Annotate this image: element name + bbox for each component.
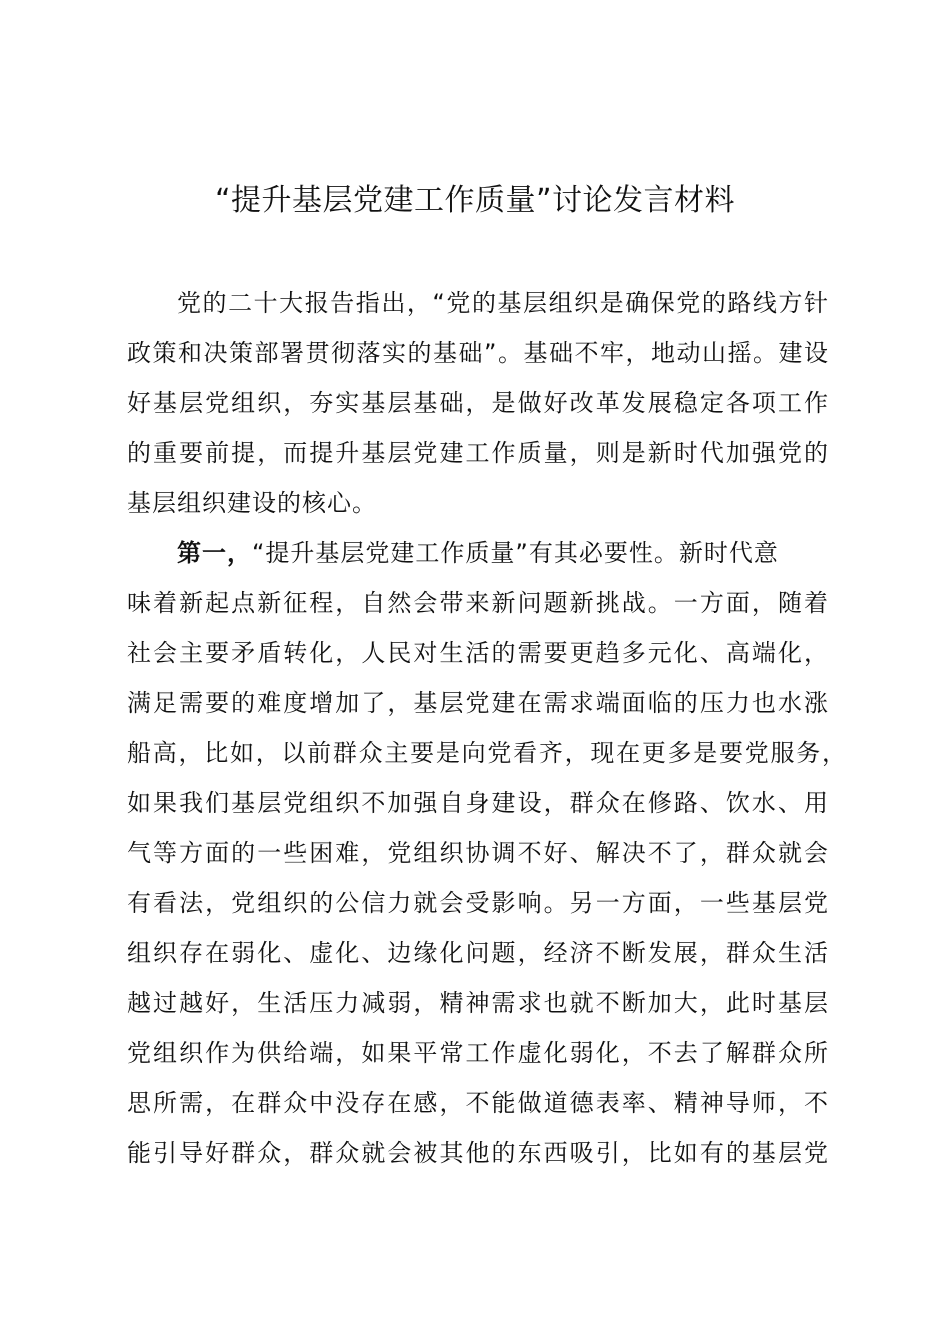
paragraph-first-line	[127, 528, 847, 578]
paragraph-line: 社会主要矛盾转化，人民对生活的需要更趋多元化、高端化，	[127, 639, 829, 667]
section-lead-rest: “提升基层党建工作质量”有其必要性。新时代意	[252, 539, 779, 567]
paragraph-line: 越过越好，生活压力减弱，精神需求也就不断加大，此时基层	[127, 989, 829, 1017]
paragraph-line: 气等方面的一些困难，党组织协调不好、解决不了，群众就会	[127, 839, 829, 867]
paragraph-line: 好基层党组织，夯实基层基础，是做好改革发展稳定各项工作	[127, 389, 829, 417]
paragraph-line: 政策和决策部署贯彻落实的基础”。基础不牢，地动山摇。建设	[127, 339, 829, 367]
paragraph-line: 基层组织建设的核心。	[127, 489, 377, 517]
paragraph-line: 的重要前提，而提升基层党建工作质量，则是新时代加强党的	[127, 439, 829, 467]
paragraph-line: 党组织作为供给端，如果平常工作虚化弱化，不去了解群众所	[127, 1039, 829, 1067]
paragraph-line: 党的二十大报告指出，“党的基层组织是确保党的路线方针	[177, 289, 829, 317]
section-lead: 第一，	[177, 539, 252, 567]
document-body	[127, 278, 847, 1178]
paragraph-line: 船高，比如，以前群众主要是向党看齐，现在更多是要党服务，	[127, 739, 847, 767]
paragraph-line: 味着新起点新征程，自然会带来新问题新挑战。一方面，随着	[127, 589, 829, 617]
paragraph-line: 组织存在弱化、虚化、边缘化问题，经济不断发展，群众生活	[127, 939, 829, 967]
paragraph-line: 有看法，党组织的公信力就会受影响。另一方面，一些基层党	[127, 889, 829, 917]
paragraph-line: 思所需，在群众中没存在感，不能做道德表率、精神导师，不	[127, 1089, 829, 1117]
paragraph-line: 满足需要的难度增加了，基层党建在需求端面临的压力也水涨	[127, 689, 829, 717]
paragraph-line: 能引导好群众，群众就会被其他的东西吸引，比如有的基层党	[127, 1139, 829, 1167]
paragraph-line: 如果我们基层党组织不加强自身建设，群众在修路、饮水、用	[127, 789, 829, 817]
document-title: “提升基层党建工作质量”讨论发言材料	[214, 183, 736, 218]
